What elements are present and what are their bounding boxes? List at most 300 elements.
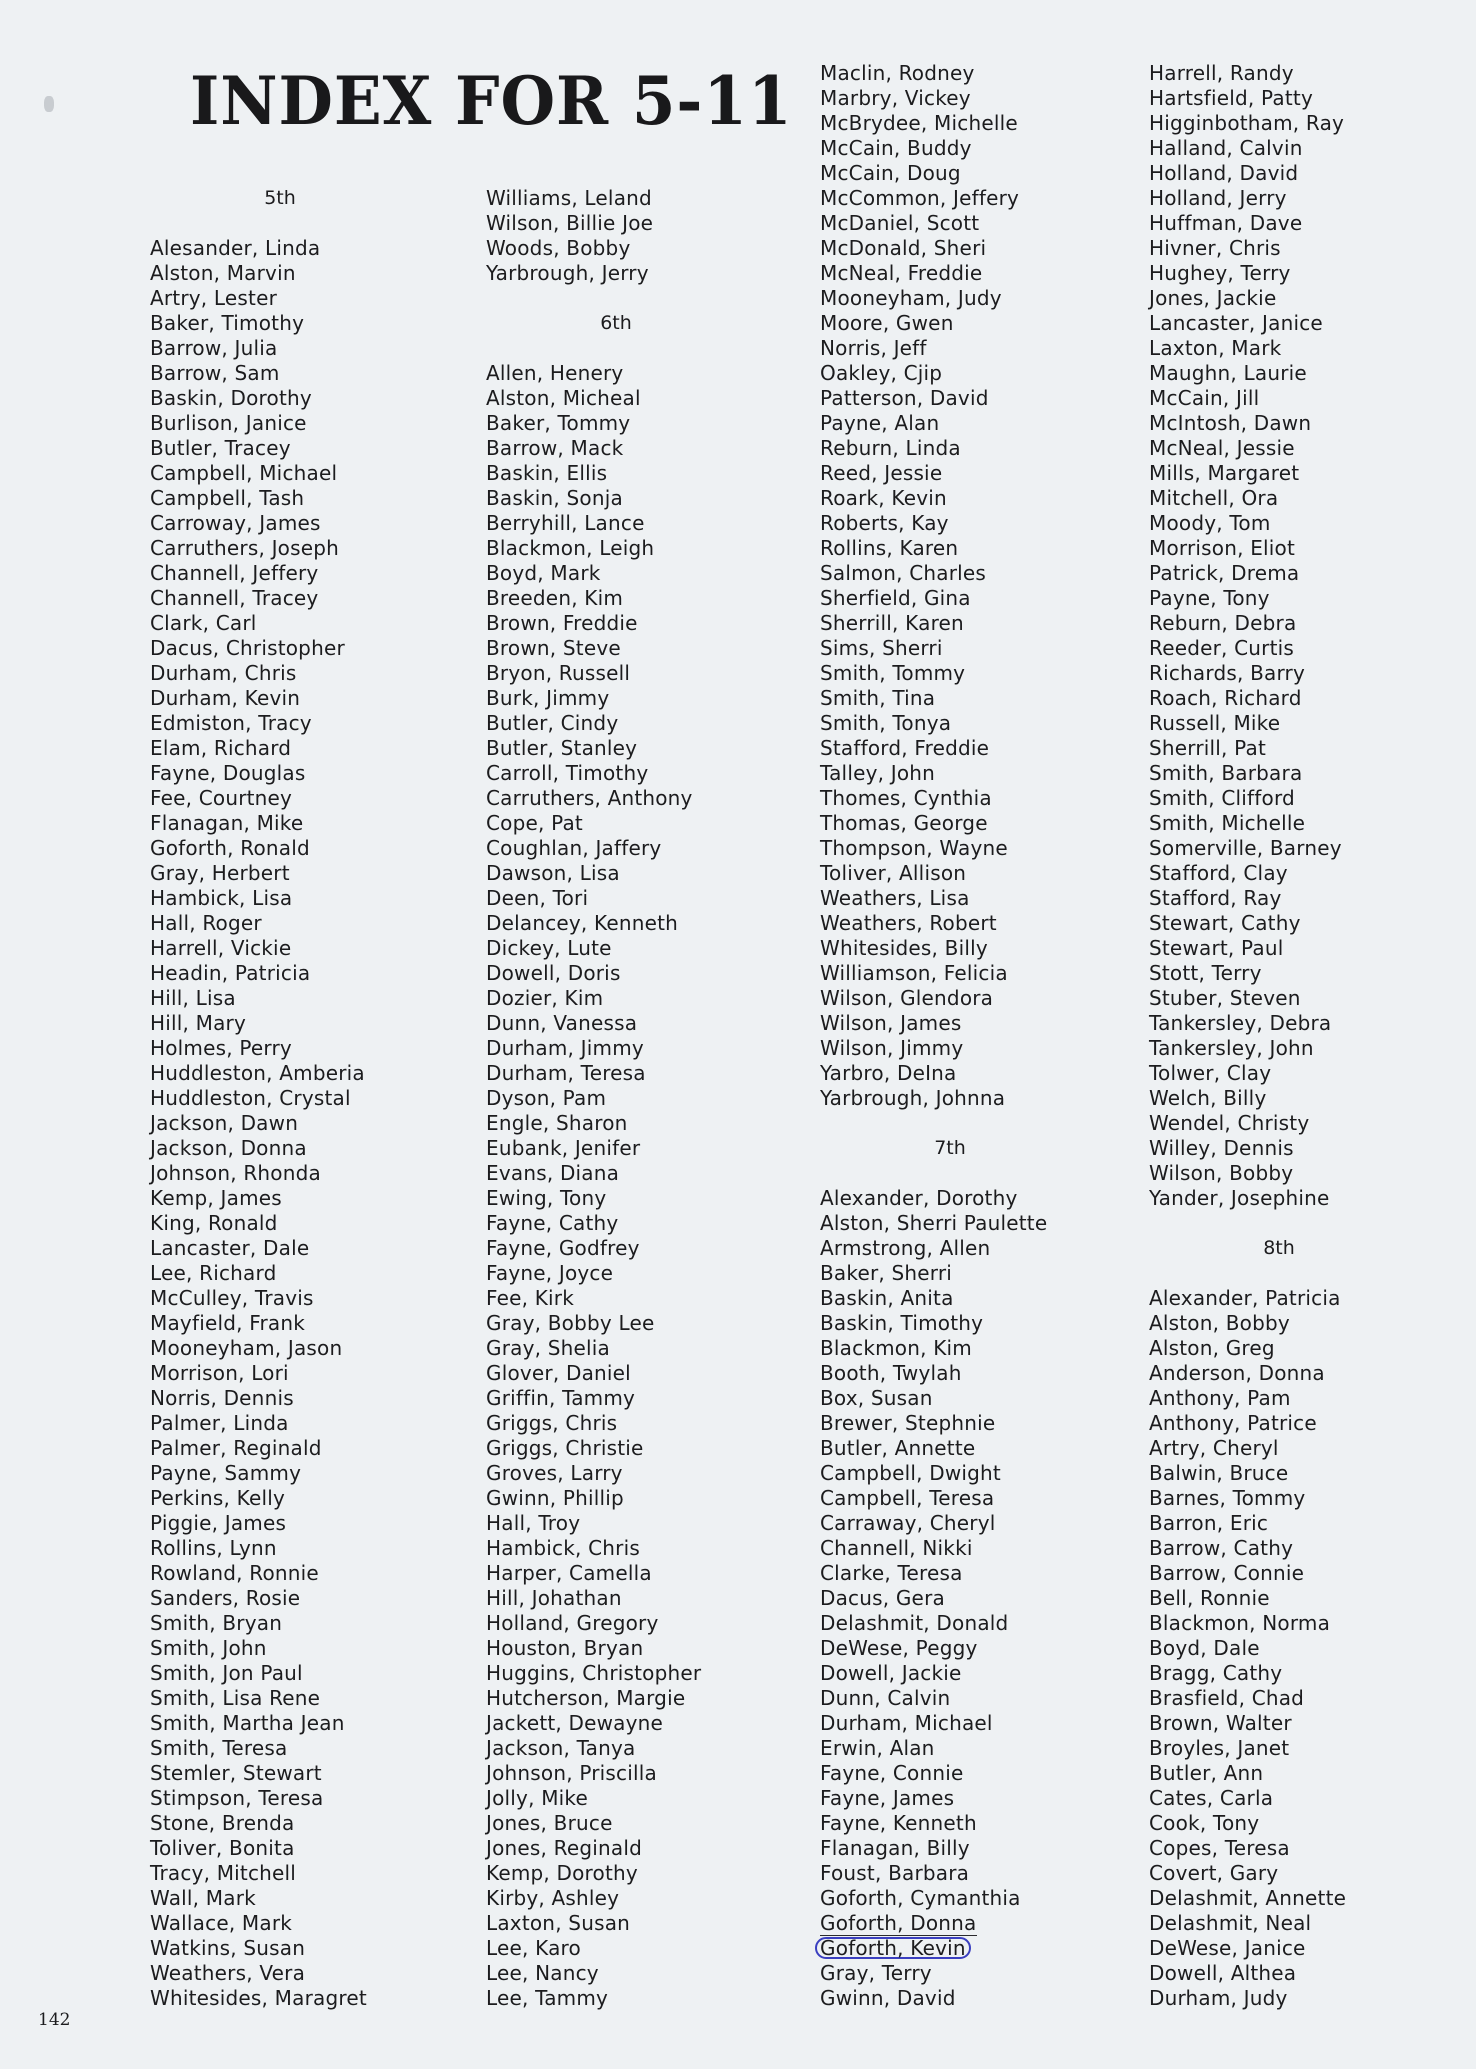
index-entry — [150, 1861, 490, 1886]
index-entry — [486, 686, 826, 711]
index-entry — [486, 1661, 826, 1686]
index-entry — [1149, 1061, 1476, 1086]
entry-name: Blackmon, Leigh — [486, 536, 655, 560]
entry-name: McDaniel, Scott — [820, 211, 980, 235]
index-entry — [486, 411, 826, 436]
entry-name: Smith, Teresa — [150, 1736, 288, 1760]
entry-name: Moore, Gwen — [820, 311, 954, 335]
index-column-2 — [486, 186, 826, 2011]
entry-name: Dowell, Jackie — [820, 1661, 962, 1685]
entry-name: Lancaster, Dale — [150, 1236, 310, 1260]
entry-name: Baskin, Timothy — [820, 1311, 984, 1335]
index-entry — [150, 1161, 490, 1186]
index-entry — [1149, 661, 1476, 686]
entry-name: Baker, Tommy — [486, 411, 631, 435]
index-entry — [150, 1486, 490, 1511]
index-entry — [150, 1886, 490, 1911]
index-entry — [1149, 536, 1476, 561]
entry-name: Wall, Mark — [150, 1886, 256, 1910]
index-entry — [150, 1661, 490, 1686]
entry-name: Lee, Tammy — [486, 1986, 609, 2010]
index-entry — [1149, 1961, 1476, 1986]
index-entry — [1149, 1286, 1476, 1311]
index-entry — [150, 911, 490, 936]
entry-name: Gray, Herbert — [150, 861, 290, 885]
index-entry — [1149, 986, 1476, 1011]
index-entry — [820, 1536, 1160, 1561]
index-entry — [486, 1186, 826, 1211]
index-entry — [1149, 236, 1476, 261]
index-entry — [1149, 1836, 1476, 1861]
entry-name: Toliver, Allison — [820, 861, 967, 885]
index-entry — [150, 1011, 490, 1036]
entry-name: Roark, Kevin — [820, 486, 947, 510]
index-entry — [820, 211, 1160, 236]
index-entry — [1149, 1486, 1476, 1511]
entry-name: Channell, Jeffery — [150, 561, 319, 585]
entry-name: Harrell, Randy — [1149, 61, 1294, 85]
entry-name: Carruthers, Anthony — [486, 786, 693, 810]
index-entry — [1149, 1311, 1476, 1336]
index-entry — [1149, 1611, 1476, 1636]
entry-name: Hartsfield, Patty — [1149, 86, 1313, 110]
entry-name: Butler, Cindy — [486, 711, 619, 735]
entry-name: Mayfield, Frank — [150, 1311, 306, 1335]
index-entry — [1149, 761, 1476, 786]
index-entry — [1149, 1161, 1476, 1186]
index-entry — [1149, 861, 1476, 886]
entry-name: Williams, Leland — [486, 186, 652, 210]
index-entry — [150, 511, 490, 536]
paper-speck — [44, 96, 54, 112]
entry-name: Bragg, Cathy — [1149, 1661, 1283, 1685]
index-entry — [150, 1761, 490, 1786]
index-entry — [150, 961, 490, 986]
entry-name: Barron, Eric — [1149, 1511, 1269, 1535]
entry-name: Campbell, Dwight — [820, 1461, 1001, 1485]
entry-name: Oakley, Cjip — [820, 361, 943, 385]
entry-name: Fayne, Kenneth — [820, 1811, 977, 1835]
index-entry — [150, 1211, 490, 1236]
index-entry — [820, 1911, 1160, 1936]
entry-name: Dozier, Kim — [486, 986, 604, 1010]
entry-name: Lee, Karo — [486, 1936, 581, 1960]
entry-name: Barrow, Connie — [1149, 1561, 1305, 1585]
underlined-entry-name: Goforth, Donna — [820, 1911, 977, 1935]
entry-name: Sims, Sherri — [820, 636, 943, 660]
entry-name: Rowland, Ronnie — [150, 1561, 319, 1585]
entry-name: Payne, Sammy — [150, 1461, 302, 1485]
index-entry — [486, 1211, 826, 1236]
index-entry — [486, 1686, 826, 1711]
entry-name: Hutcherson, Margie — [486, 1686, 686, 1710]
index-entry — [486, 586, 826, 611]
entry-name: Carruthers, Joseph — [150, 536, 340, 560]
entry-name: Huddleston, Crystal — [150, 1086, 351, 1110]
index-entry — [150, 1911, 490, 1936]
index-entry — [1149, 436, 1476, 461]
entry-name: Artry, Lester — [150, 286, 278, 310]
index-entry — [150, 1736, 490, 1761]
entry-name: Tolwer, Clay — [1149, 1061, 1272, 1085]
entry-name: Blackmon, Kim — [820, 1336, 972, 1360]
index-entry — [820, 1486, 1160, 1511]
index-entry — [1149, 161, 1476, 186]
entry-name: Weathers, Robert — [820, 911, 997, 935]
entry-name: Fayne, Joyce — [486, 1261, 614, 1285]
entry-name: Lancaster, Janice — [1149, 311, 1323, 335]
index-entry — [150, 1086, 490, 1111]
entry-name: Dacus, Gera — [820, 1586, 945, 1610]
index-entry — [820, 1661, 1160, 1686]
entry-name: Dunn, Vanessa — [486, 1011, 638, 1035]
entry-name: Maughn, Laurie — [1149, 361, 1307, 385]
entry-name: Reburn, Debra — [1149, 611, 1297, 635]
entry-name: Russell, Mike — [1149, 711, 1281, 735]
index-entry — [1149, 1036, 1476, 1061]
index-entry — [820, 1861, 1160, 1886]
entry-name: Erwin, Alan — [820, 1736, 935, 1760]
index-entry — [150, 986, 490, 1011]
index-entry — [820, 336, 1160, 361]
entry-name: Whitesides, Maragret — [150, 1986, 367, 2010]
entry-name: Smith, Tonya — [820, 711, 952, 735]
entry-name: Jackson, Tanya — [486, 1736, 636, 1760]
index-entry — [486, 1461, 826, 1486]
index-entry — [486, 1286, 826, 1311]
entry-name: Richards, Barry — [1149, 661, 1305, 685]
index-entry — [150, 761, 490, 786]
entry-name: Stafford, Freddie — [820, 736, 990, 760]
index-entry — [486, 661, 826, 686]
index-entry — [820, 1211, 1160, 1236]
entry-name: Kemp, James — [150, 1186, 282, 1210]
entry-name: McBrydee, Michelle — [820, 111, 1018, 135]
entry-name: Smith, Tina — [820, 686, 936, 710]
entry-name: Griggs, Chris — [486, 1411, 618, 1435]
entry-name: Watkins, Susan — [150, 1936, 306, 1960]
index-entry — [820, 1061, 1160, 1086]
entry-name: Breeden, Kim — [486, 586, 624, 610]
index-entry — [1149, 1111, 1476, 1136]
index-entry — [820, 186, 1160, 211]
entry-name: Johnson, Rhonda — [150, 1161, 321, 1185]
index-entry — [820, 436, 1160, 461]
index-entry — [486, 761, 826, 786]
entry-name: Carroway, James — [150, 511, 321, 535]
index-entry — [486, 961, 826, 986]
entry-name: Anderson, Donna — [1149, 1361, 1325, 1385]
index-entry — [150, 1386, 490, 1411]
entry-name: Jackson, Donna — [150, 1136, 307, 1160]
entry-name: Salmon, Charles — [820, 561, 987, 585]
index-entry — [820, 836, 1160, 861]
index-entry — [486, 886, 826, 911]
entry-name: Yander, Josephine — [1149, 1186, 1330, 1210]
index-entry — [486, 536, 826, 561]
index-entry — [1149, 486, 1476, 511]
entry-name: Tankersley, John — [1149, 1036, 1314, 1060]
index-entry — [820, 486, 1160, 511]
index-entry — [150, 286, 490, 311]
index-entry — [820, 1786, 1160, 1811]
index-entry — [150, 686, 490, 711]
entry-name: Roberts, Kay — [820, 511, 949, 535]
index-entry — [486, 1386, 826, 1411]
entry-name: Smith, Barbara — [1149, 761, 1303, 785]
index-entry — [1149, 886, 1476, 911]
index-entry — [1149, 136, 1476, 161]
index-entry — [150, 1936, 490, 1961]
index-entry — [1149, 711, 1476, 736]
entry-name: Dunn, Calvin — [820, 1686, 951, 1710]
entry-name: Hivner, Chris — [1149, 236, 1281, 260]
entry-name: Barnes, Tommy — [1149, 1486, 1306, 1510]
index-entry — [1149, 386, 1476, 411]
entry-name: Butler, Tracey — [150, 436, 291, 460]
entry-name: Palmer, Linda — [150, 1411, 289, 1435]
entry-name: Hughey, Terry — [1149, 261, 1291, 285]
index-entry — [486, 1136, 826, 1161]
entry-name: Stimpson, Teresa — [150, 1786, 324, 1810]
entry-name: Bryon, Russell — [486, 661, 631, 685]
entry-name: Armstrong, Allen — [820, 1236, 991, 1260]
index-entry — [486, 1611, 826, 1636]
index-entry — [820, 1961, 1160, 1986]
index-entry — [486, 1336, 826, 1361]
index-entry — [1149, 1686, 1476, 1711]
index-entry — [820, 1336, 1160, 1361]
entry-name: Fayne, Connie — [820, 1761, 964, 1785]
entry-name: Deen, Tori — [486, 886, 589, 910]
index-entry — [486, 1861, 826, 1886]
index-entry — [1149, 736, 1476, 761]
index-entry — [1149, 1911, 1476, 1936]
index-entry — [1149, 336, 1476, 361]
entry-name: Smith, Lisa Rene — [150, 1686, 321, 1710]
index-entry — [150, 1036, 490, 1061]
index-entry — [1149, 461, 1476, 486]
index-entry — [820, 1886, 1160, 1911]
entry-name: Sanders, Rosie — [150, 1586, 301, 1610]
index-entry — [486, 1986, 826, 2011]
entry-name: Cope, Pat — [486, 811, 583, 835]
index-entry — [1149, 1586, 1476, 1611]
index-entry — [150, 1686, 490, 1711]
entry-name: Williamson, Felicia — [820, 961, 1008, 985]
index-entry — [1149, 1186, 1476, 1211]
index-entry — [820, 1936, 1160, 1961]
index-entry — [150, 1411, 490, 1436]
index-entry — [820, 1986, 1160, 2011]
index-entry — [150, 1611, 490, 1636]
entry-name: Wilson, Billie Joe — [486, 211, 654, 235]
index-entry — [486, 511, 826, 536]
entry-name: Clarke, Teresa — [820, 1561, 963, 1585]
entry-name: Mooneyham, Judy — [820, 286, 1002, 310]
index-entry — [150, 361, 490, 386]
entry-name: Reburn, Linda — [820, 436, 961, 460]
index-entry — [820, 586, 1160, 611]
entry-name: Butler, Ann — [1149, 1761, 1264, 1785]
index-entry — [486, 1111, 826, 1136]
entry-name: Hall, Roger — [150, 911, 262, 935]
index-entry — [820, 961, 1160, 986]
entry-name: Barrow, Cathy — [1149, 1536, 1294, 1560]
index-entry — [486, 1236, 826, 1261]
entry-name: Baker, Timothy — [150, 311, 305, 335]
index-entry — [486, 711, 826, 736]
entry-name: Alston, Sherri Paulette — [820, 1211, 1048, 1235]
index-entry — [820, 1386, 1160, 1411]
index-entry — [486, 436, 826, 461]
entry-name: Holland, Gregory — [486, 1611, 659, 1635]
index-entry — [486, 1261, 826, 1286]
index-entry — [486, 386, 826, 411]
entry-name: Yarbro, DeIna — [820, 1061, 957, 1085]
grade-heading: 8th — [1263, 1237, 1295, 1259]
entry-name: Payne, Alan — [820, 411, 940, 435]
entry-name: Stone, Brenda — [150, 1811, 295, 1835]
index-entry — [150, 486, 490, 511]
index-entry — [820, 811, 1160, 836]
entry-name: Clark, Carl — [150, 611, 257, 635]
index-entry — [150, 536, 490, 561]
entry-name: Boyd, Dale — [1149, 1636, 1260, 1660]
entry-name: Headin, Patricia — [150, 961, 311, 985]
index-entry — [150, 411, 490, 436]
index-entry — [820, 1436, 1160, 1461]
entry-name: Burlison, Janice — [150, 411, 307, 435]
index-entry — [820, 286, 1160, 311]
index-entry — [820, 536, 1160, 561]
index-entry — [820, 1511, 1160, 1536]
index-entry — [486, 486, 826, 511]
index-entry — [820, 1811, 1160, 1836]
entry-name: Durham, Jimmy — [486, 1036, 644, 1060]
index-entry — [1149, 511, 1476, 536]
entry-name: Berryhill, Lance — [486, 511, 645, 535]
index-entry — [150, 1061, 490, 1086]
entry-name: Dawson, Lisa — [486, 861, 620, 885]
section-gap — [820, 1111, 1160, 1136]
entry-name: Huffman, Dave — [1149, 211, 1303, 235]
entry-name: Broyles, Janet — [1149, 1736, 1290, 1760]
entry-name: Alston, Greg — [1149, 1336, 1275, 1360]
index-entry — [1149, 1336, 1476, 1361]
entry-name: Fee, Kirk — [486, 1286, 575, 1310]
index-entry — [486, 1161, 826, 1186]
index-entry — [1149, 1811, 1476, 1836]
entry-name: Holmes, Perry — [150, 1036, 292, 1060]
entry-name: Brewer, Stephnie — [820, 1411, 996, 1435]
entry-name: Dowell, Doris — [486, 961, 621, 985]
index-entry — [486, 861, 826, 886]
entry-name: Baskin, Anita — [820, 1286, 954, 1310]
entry-name: Lee, Nancy — [486, 1961, 599, 1985]
index-entry — [1149, 1886, 1476, 1911]
entry-name: Whitesides, Billy — [820, 936, 988, 960]
section-gap — [1149, 1211, 1476, 1236]
entry-name: King, Ronald — [150, 1211, 278, 1235]
index-entry — [150, 561, 490, 586]
entry-name: Glover, Daniel — [486, 1361, 631, 1385]
index-entry — [150, 786, 490, 811]
entry-name: Blackmon, Norma — [1149, 1611, 1331, 1635]
index-entry — [486, 1786, 826, 1811]
index-entry — [1149, 1536, 1476, 1561]
entry-name: Weathers, Vera — [150, 1961, 306, 1985]
index-entry — [820, 511, 1160, 536]
index-entry — [820, 1236, 1160, 1261]
entry-name: Piggie, James — [150, 1511, 287, 1535]
circled-entry-name: Goforth, Kevin — [815, 1937, 971, 1959]
index-entry — [150, 436, 490, 461]
index-entry — [150, 1586, 490, 1611]
entry-name: Baker, Sherri — [820, 1261, 953, 1285]
index-entry — [820, 1361, 1160, 1386]
entry-name: Maclin, Rodney — [820, 61, 975, 85]
index-entry — [150, 461, 490, 486]
entry-name: Fayne, Cathy — [486, 1211, 619, 1235]
index-entry — [820, 761, 1160, 786]
index-entry — [486, 1886, 826, 1911]
entry-name: McCain, Doug — [820, 161, 961, 185]
grade-heading: 7th — [934, 1137, 966, 1159]
entry-name: Carraway, Cheryl — [820, 1511, 996, 1535]
entry-name: Gray, Bobby Lee — [486, 1311, 655, 1335]
entry-name: Fayne, Douglas — [150, 761, 306, 785]
index-entry — [150, 1986, 490, 2011]
entry-name: Smith, Michelle — [1149, 811, 1306, 835]
entry-name: Brasfield, Chad — [1149, 1686, 1305, 1710]
entry-name: Woods, Bobby — [486, 236, 631, 260]
entry-name: Covert, Gary — [1149, 1861, 1279, 1885]
index-entry — [820, 861, 1160, 886]
entry-name: Brown, Steve — [486, 636, 621, 660]
index-entry — [486, 361, 826, 386]
entry-name: Morrison, Lori — [150, 1361, 289, 1385]
index-entry — [150, 586, 490, 611]
entry-name: Wallace, Mark — [150, 1911, 293, 1935]
entry-name: Houston, Bryan — [486, 1636, 644, 1660]
index-entry — [486, 1561, 826, 1586]
index-entry — [150, 1186, 490, 1211]
index-entry — [1149, 1636, 1476, 1661]
entry-name: Durham, Judy — [1149, 1986, 1288, 2010]
index-entry — [820, 1611, 1160, 1636]
index-entry — [820, 311, 1160, 336]
index-entry — [820, 786, 1160, 811]
index-entry — [486, 986, 826, 1011]
entry-name: Holland, David — [1149, 161, 1299, 185]
entry-name: Hill, Lisa — [150, 986, 236, 1010]
entry-name: Stemler, Stewart — [150, 1761, 322, 1785]
entry-name: Delancey, Kenneth — [486, 911, 679, 935]
entry-name: Hambick, Chris — [486, 1536, 640, 1560]
index-entry — [1149, 86, 1476, 111]
entry-name: Gray, Terry — [820, 1961, 932, 1985]
entry-name: Mills, Margaret — [1149, 461, 1300, 485]
index-entry — [150, 1261, 490, 1286]
entry-name: Laxton, Mark — [1149, 336, 1282, 360]
entry-name: Barrow, Sam — [150, 361, 280, 385]
entry-name: Jones, Bruce — [486, 1811, 613, 1835]
entry-name: Durham, Michael — [820, 1711, 993, 1735]
index-entry — [820, 1086, 1160, 1111]
index-entry — [150, 336, 490, 361]
index-entry — [486, 561, 826, 586]
